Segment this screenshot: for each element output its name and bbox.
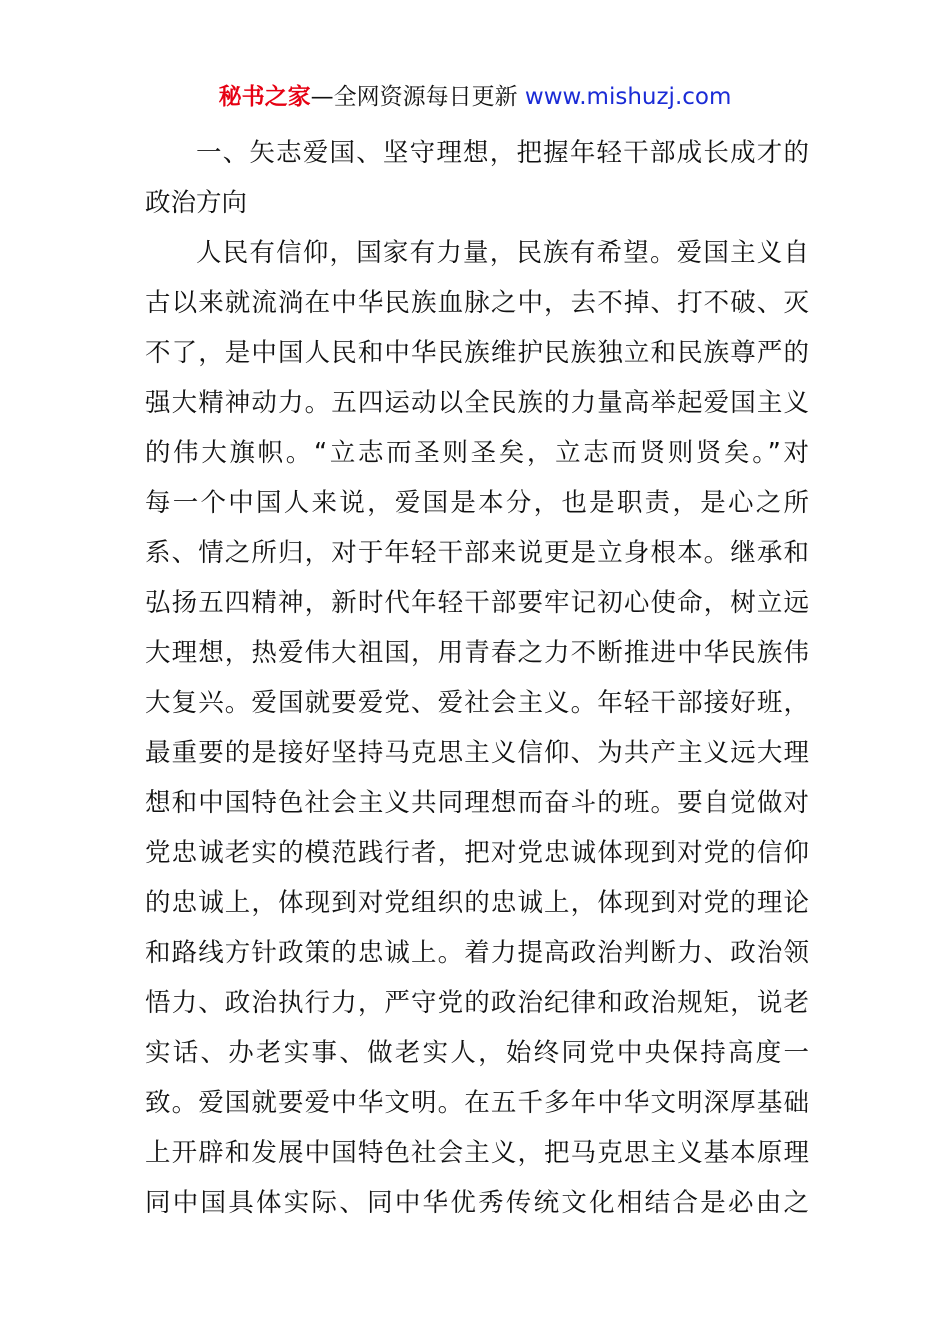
- section-heading-line: 一、矢志爱国、坚守理想，把握年轻干部成长成才的: [196, 138, 809, 168]
- paragraph-line: 弘扬五四精神，新时代年轻干部要牢记初心使命，树立远: [145, 588, 809, 618]
- paragraph-line: 大复兴。爱国就要爱党、爱社会主义。年轻干部接好班，: [145, 688, 809, 718]
- paragraph-line: 人民有信仰，国家有力量，民族有希望。爱国主义自: [196, 238, 809, 268]
- paragraph-line: 和路线方针政策的忠诚上。着力提高政治判断力、政治领: [145, 938, 809, 968]
- site-header: [0, 80, 950, 114]
- paragraph-line: 的伟大旗帜。“立志而圣则圣矣，立志而贤则贤矣。”对: [145, 438, 809, 468]
- site-url-link[interactable]: www.mishuzj.com: [524, 84, 732, 110]
- paragraph-line: 上开辟和发展中国特色社会主义，把马克思主义基本原理: [145, 1138, 809, 1168]
- paragraph-line: 强大精神动力。五四运动以全民族的力量高举起爱国主义: [145, 388, 809, 418]
- section-heading-line: 政治方向: [145, 188, 248, 218]
- brand-name: 秘书之家: [218, 84, 311, 110]
- paragraph-line: 古以来就流淌在中华民族血脉之中，去不掉、打不破、灭: [145, 288, 809, 318]
- paragraph-line: 党忠诚老实的模范践行者，把对党忠诚体现到对党的信仰: [145, 838, 809, 868]
- paragraph-line: 同中国具体实际、同中华优秀传统文化相结合是必由之: [145, 1188, 809, 1218]
- document-body: [145, 128, 809, 1228]
- paragraph-line: 的忠诚上，体现到对党组织的忠诚上，体现到对党的理论: [145, 888, 809, 918]
- paragraph-line: 悟力、政治执行力，严守党的政治纪律和政治规矩，说老: [145, 988, 809, 1018]
- paragraph-line: 致。爱国就要爱中华文明。在五千多年中华文明深厚基础: [145, 1088, 809, 1118]
- paragraph-line: 大理想，热爱伟大祖国，用青春之力不断推进中华民族伟: [145, 638, 809, 668]
- paragraph-line: 想和中国特色社会主义共同理想而奋斗的班。要自觉做对: [145, 788, 809, 818]
- paragraph-line: 不了，是中国人民和中华民族维护民族独立和民族尊严的: [145, 338, 809, 368]
- paragraph-line: 最重要的是接好坚持马克思主义信仰、为共产主义远大理: [145, 738, 809, 768]
- header-slogan: —全网资源每日更新: [310, 84, 525, 110]
- paragraph-line: 实话、办老实事、做老实人，始终同党中央保持高度一: [145, 1038, 809, 1068]
- paragraph-line: 系、情之所归，对于年轻干部来说更是立身根本。继承和: [145, 538, 809, 568]
- paragraph-line: 每一个中国人来说，爱国是本分，也是职责，是心之所: [145, 488, 809, 518]
